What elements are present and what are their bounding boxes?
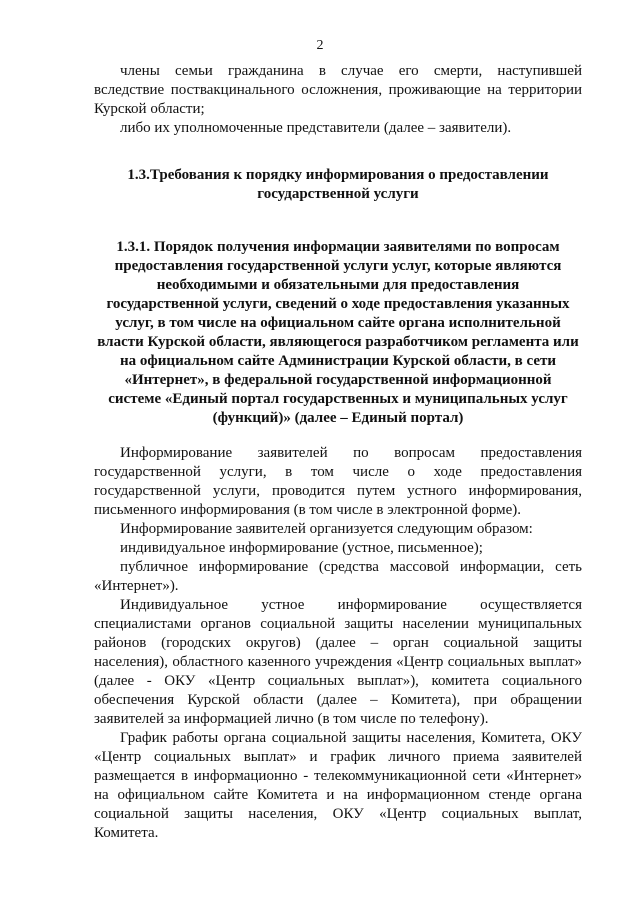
- body-p1-line-1: Информирование заявителей по вопросам предоставления: [120, 445, 582, 461]
- body-p5-line-6: обеспечения Курской области (далее – Комитета), при обращении: [94, 692, 582, 708]
- body-p6-line-1: График работы органа социальной защиты населения, Комитета, ОКУ: [120, 730, 582, 746]
- page-number: 2: [316, 38, 324, 53]
- body-p5-line-3: районов (городских округов) (далее – орган социальной защиты: [94, 635, 582, 651]
- body-p3: индивидуальное информирование (устное, письменное);: [120, 540, 483, 556]
- subsection-heading-line-4: государственной услуги, сведений о ходе предоставления указанных: [106, 296, 570, 312]
- body-p4-line-2: «Интернет»).: [94, 578, 179, 594]
- subsection-heading-line-2: предоставления государственной услуги услуг, которые являются: [114, 258, 562, 274]
- body-p5-line-4: населения), областного казенного учреждения «Центр социальных выплат»: [94, 654, 582, 670]
- intro-paragraph-2: либо их уполномоченные представители (далее – заявители).: [120, 120, 512, 136]
- body-p1-line-3: государственной услуги, проводится путем устного информирования,: [94, 483, 582, 499]
- subsection-heading-line-10: (функций)» (далее – Единый портал): [212, 410, 464, 426]
- subsection-heading-line-3: необходимыми и обязательными для предоставления: [156, 277, 520, 293]
- subsection-heading-line-7: на официальном сайте Администрации Курской области, в сети: [120, 353, 556, 369]
- body-p4-line-1: публичное информирование (средства массовой информации, сеть: [120, 559, 582, 575]
- subsection-heading-line-8: «Интернет», в федеральной государственной информационной: [124, 372, 552, 388]
- body-p6-line-3: размещается в информационно - телекоммуникационной сети «Интернет»: [94, 768, 582, 784]
- subsection-heading: [94, 238, 582, 428]
- body-p1-line-4: письменного информирования (в том числе в электронной форме).: [94, 502, 522, 518]
- body-p6-line-2: «Центр социальных выплат» и график личного приема заявителей: [94, 749, 582, 765]
- body-p5-line-1: Индивидуальное устное информирование осуществляется: [120, 597, 582, 613]
- intro-line-1: члены семьи гражданина в случае его смерти, наступившей: [120, 63, 582, 79]
- subsection-heading-line-5: услуг, в том числе на официальном сайте органа исполнительной: [115, 315, 561, 331]
- intro-line-3: Курской области;: [94, 101, 205, 117]
- body-p5-line-5: (далее - ОКУ «Центр социальных выплат»), комитета социального: [94, 673, 582, 689]
- section-heading: [94, 166, 582, 204]
- body-p2: Информирование заявителей организуется следующим образом:: [120, 521, 533, 537]
- body-p6-line-5: социальной защиты населения, ОКУ «Центр социальных выплат,: [94, 806, 582, 822]
- intro-block: [94, 62, 582, 138]
- subsection-heading-line-6: власти Курской области, являющегося разработчиком регламента или: [97, 334, 579, 350]
- intro-line-2: вследствие поствакцинального осложнения, проживающие на территории: [94, 82, 582, 98]
- section-heading-line-2: государственной услуги: [257, 186, 419, 202]
- body-p5-line-2: специалистами органов социальной защиты населении муниципальных: [94, 616, 582, 632]
- body-p1-line-2: государственной услуги, в том числе о ходе предоставления: [94, 464, 582, 480]
- body-p6-line-4: на официальном сайте Комитета и на информационном стенде органа: [94, 787, 582, 803]
- body-p6-line-6: Комитета.: [94, 825, 159, 841]
- subsection-heading-line-1: 1.3.1. Порядок получения информации заявителями по вопросам: [116, 239, 560, 255]
- section-heading-line-1: 1.3.Требования к порядку информирования о предоставлении: [127, 167, 549, 183]
- subsection-heading-line-9: системе «Единый портал государственных и муниципальных услуг: [108, 391, 568, 407]
- body-p5-line-7: заявителей за информацией лично (в том числе по телефону).: [94, 711, 489, 727]
- body-block: [94, 444, 582, 843]
